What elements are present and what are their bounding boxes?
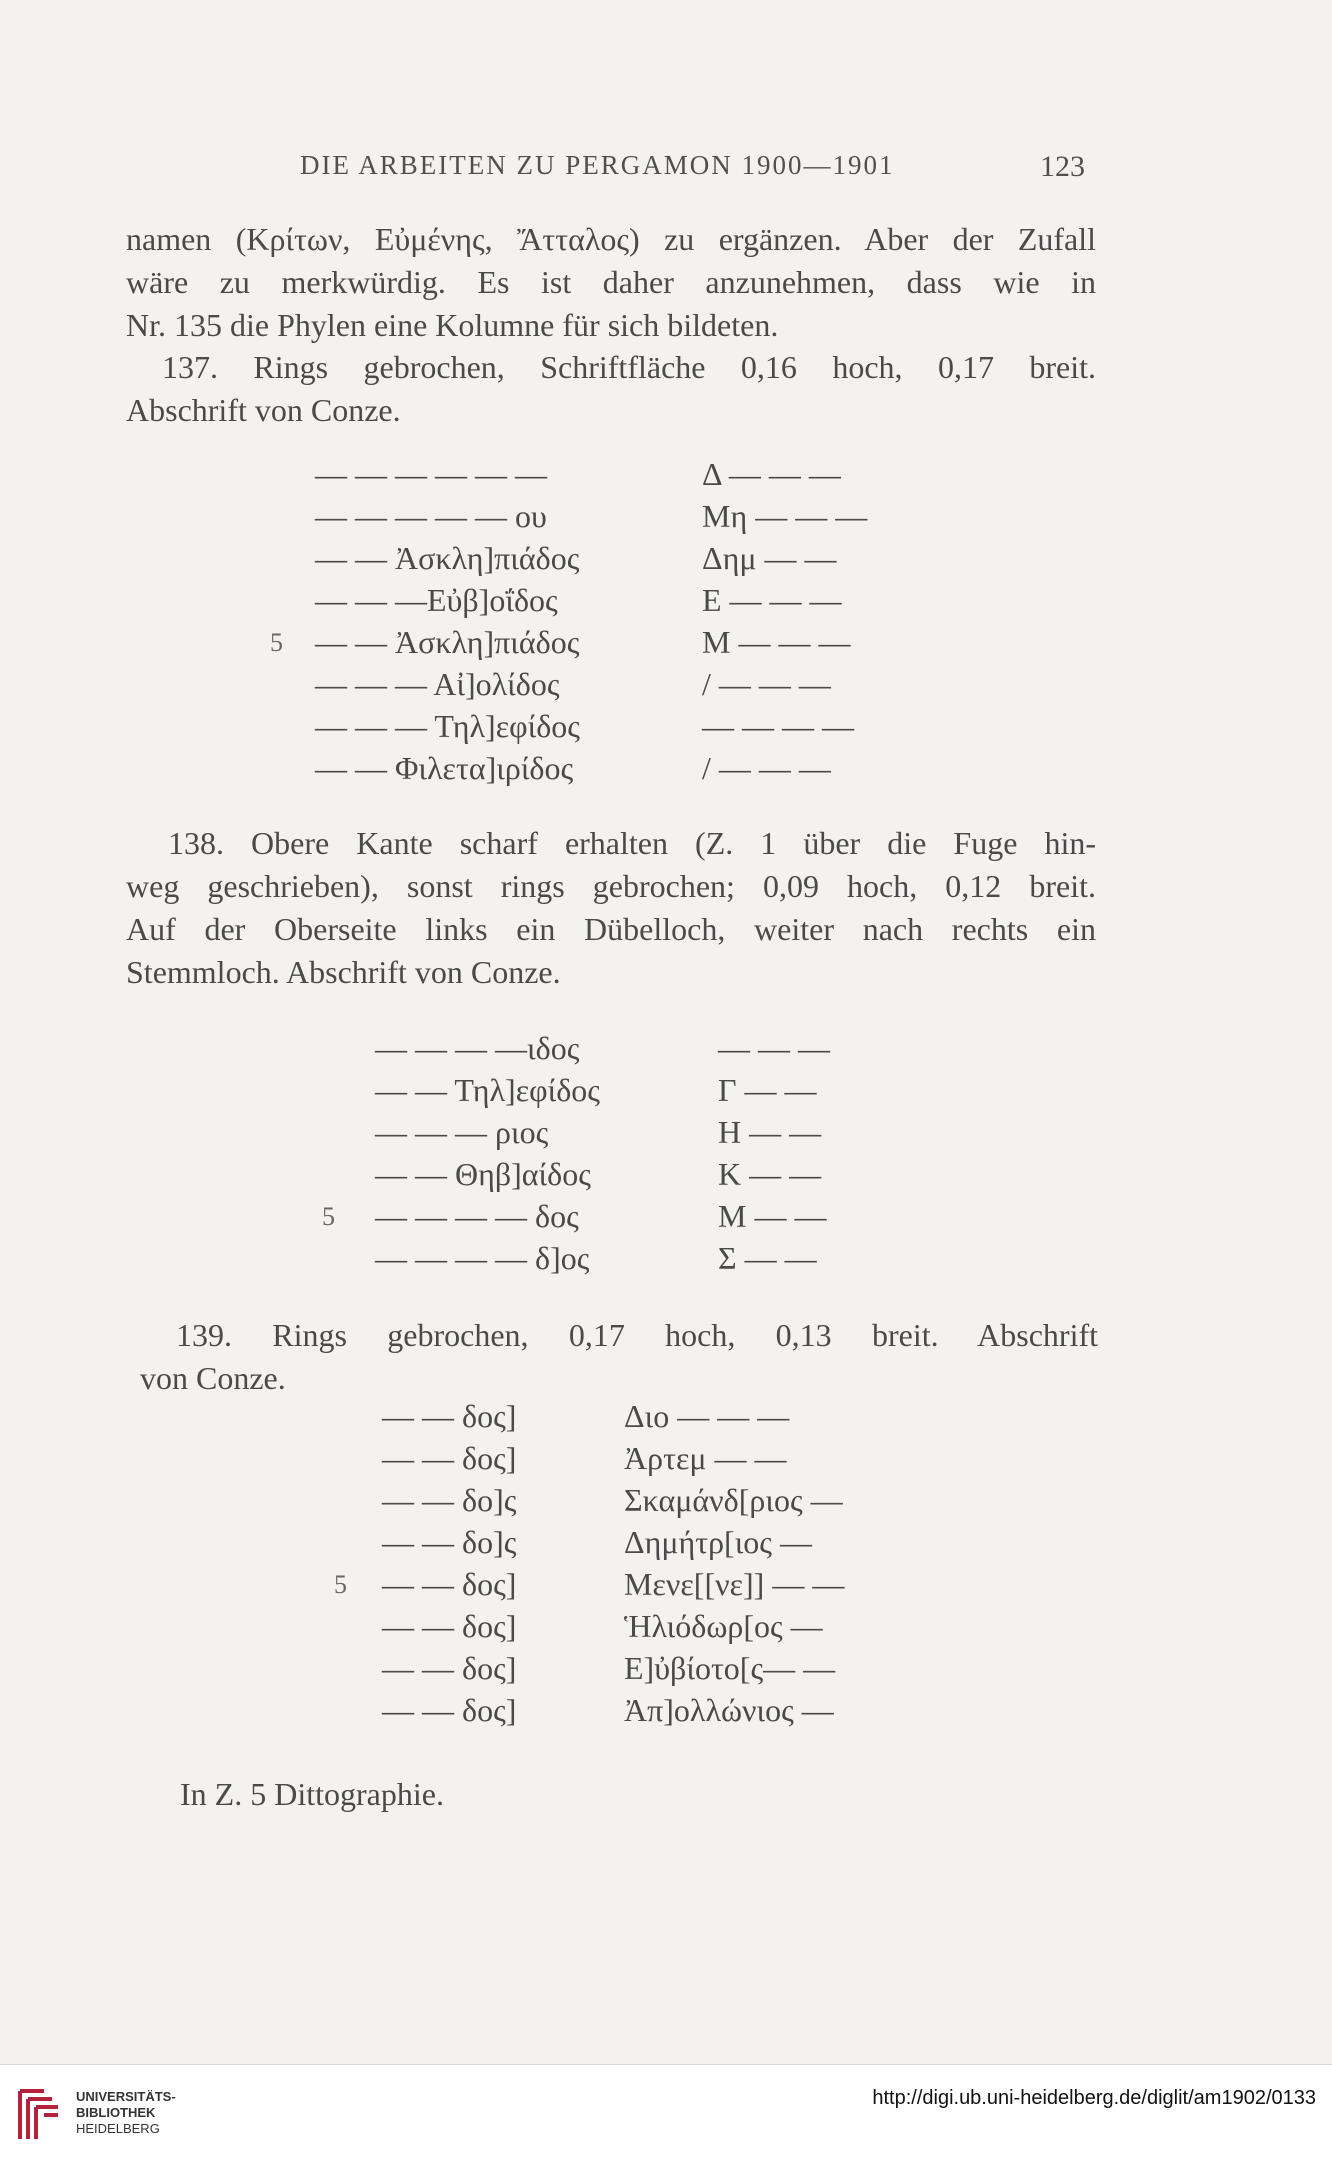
note: In Z. 5 Dittographie.: [180, 1776, 444, 1812]
table-right-cell: — — —: [718, 1030, 830, 1066]
library-logo-icon: [14, 2085, 64, 2145]
table-right-cell: Σκαμάνδ[ριος —: [624, 1482, 843, 1518]
source-url-link[interactable]: http://digi.ub.uni-heidelberg.de/diglit/am1902/0133: [872, 2087, 1316, 2109]
table-right-cell: Μ — —: [718, 1198, 827, 1234]
library-line: UNIVERSITÄTS-: [76, 2089, 176, 2104]
table-left-cell: — — δος]: [382, 1608, 517, 1644]
library-line: HEIDELBERG: [76, 2121, 160, 2136]
text-line: Abschrift von Conze.: [126, 392, 401, 428]
table-left-cell: — — — Τηλ]εφίδος: [315, 708, 580, 744]
table-right-cell: Δημήτρ[ιος —: [624, 1524, 812, 1560]
text-line: 139. Rings gebrochen, 0,17 hoch, 0,13 breit. Abschrift: [176, 1317, 1098, 1353]
table-left-cell: — — — — — ου: [315, 498, 547, 534]
table-left-cell: — — —Εὐβ]οΐδος: [315, 582, 558, 618]
table-left-cell: — — Ἀσκλη]πιάδος: [315, 540, 580, 576]
table-right-cell: — — — —: [702, 708, 854, 744]
table-left-cell: — — δο]ς: [382, 1482, 517, 1518]
table-left-cell: — — Θηβ]αίδος: [375, 1156, 591, 1192]
table-right-cell: Ἡλιόδωρ[ος —: [624, 1608, 823, 1644]
table-left-cell: — — Φιλετα]ιρίδος: [315, 750, 574, 786]
table-left-cell: — — — —ιδος: [375, 1030, 580, 1066]
page-number: 123: [1040, 150, 1085, 183]
text-line: weg geschrieben), sonst rings gebrochen; 0,09 hoch, 0,12 breit.: [126, 868, 1096, 904]
table-right-cell: Σ — —: [718, 1240, 817, 1276]
table-left-cell: — — δος]: [382, 1650, 517, 1686]
table-right-cell: / — — —: [702, 750, 831, 786]
intro-paragraph: [126, 218, 1096, 347]
table-left-cell: — — — — δ]ος: [375, 1240, 590, 1276]
table-right-cell: Διο — — —: [624, 1398, 790, 1434]
footer-bar: [0, 2064, 1332, 2160]
table-left-cell: — — δος]: [382, 1440, 517, 1476]
running-title: DIE ARBEITEN ZU PERGAMON 1900—1901: [300, 150, 895, 180]
text-line: Nr. 135 die Phylen eine Kolumne für sich bildeten.: [126, 307, 779, 343]
table-right-cell: Κ — —: [718, 1156, 822, 1192]
line-number: 5: [334, 1570, 347, 1599]
line-number: 5: [322, 1202, 335, 1231]
library-line: BIBLIOTHEK: [76, 2105, 156, 2120]
table-left-cell: — — Τηλ]εφίδος: [375, 1072, 600, 1108]
table-right-cell: Δ — — —: [702, 456, 841, 492]
table-left-cell: — — Ἀσκλη]πιάδος: [315, 624, 580, 660]
table-right-cell: Μη — — —: [702, 498, 868, 534]
entry-139: [140, 1314, 1098, 1400]
text-line: namen (Κρίτων, Εὐμένης, Ἄτταλος) zu ergänzen. Aber der Zufall: [126, 221, 1096, 257]
text-line: von Conze.: [140, 1360, 286, 1396]
table-right-cell: Ἀρτεμ — —: [624, 1440, 787, 1476]
table-right-cell: Γ — —: [718, 1072, 817, 1108]
table-right-cell: Ἀπ]ολλώνιος —: [624, 1692, 834, 1728]
line-number: 5: [270, 628, 283, 657]
table-right-cell: Ε — — —: [702, 582, 842, 618]
table-left-cell: — — — — — —: [315, 456, 547, 492]
table-left-cell: — — δο]ς: [382, 1524, 517, 1560]
table-left-cell: — — — ριος: [375, 1114, 549, 1150]
table-right-cell: / — — —: [702, 666, 831, 702]
table-left-cell: — — δος]: [382, 1692, 517, 1728]
library-name: [76, 2089, 176, 2137]
table-right-cell: Μ — — —: [702, 624, 851, 660]
text-line: 138. Obere Kante scharf erhalten (Z. 1 über die Fuge hin-: [168, 825, 1096, 861]
text-line: 137. Rings gebrochen, Schriftfläche 0,16 hoch, 0,17 breit.: [162, 349, 1096, 385]
text-line: wäre zu merkwürdig. Es ist daher anzunehmen, dass wie in: [126, 264, 1096, 300]
text-line: Auf der Oberseite links ein Dübelloch, weiter nach rechts ein: [126, 911, 1096, 947]
table-right-cell: Ε]ὐβίοτο[ς— —: [624, 1650, 836, 1686]
text-line: Stemmloch. Abschrift von Conze.: [126, 954, 561, 990]
table-left-cell: — — — — δος: [375, 1198, 579, 1234]
table-left-cell: — — δος]: [382, 1398, 517, 1434]
table-right-cell: Δημ — —: [702, 540, 837, 576]
entry-137: [126, 346, 1096, 432]
table-right-cell: Η — —: [718, 1114, 822, 1150]
table-right-cell: Μενε[[νε]] — —: [624, 1566, 845, 1602]
table-left-cell: — — — Αἰ]ολίδος: [315, 666, 560, 702]
entry-138: [126, 822, 1096, 994]
table-left-cell: — — δος]: [382, 1566, 517, 1602]
